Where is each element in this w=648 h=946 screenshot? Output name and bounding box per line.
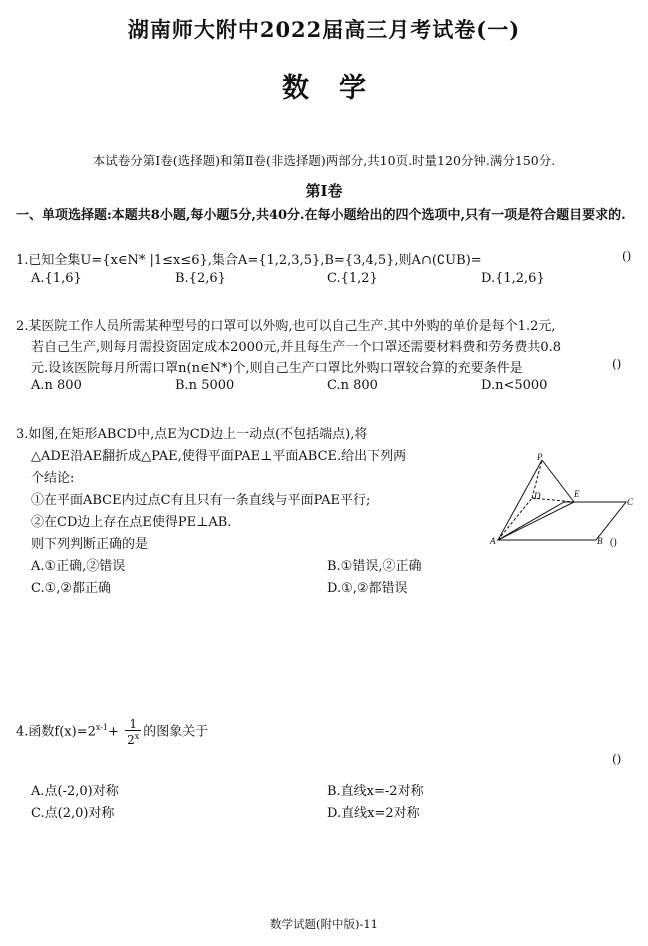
q2-option-b: B.n 5000 xyxy=(175,378,235,393)
q3-option-b: B.①错误,②正确 xyxy=(327,559,422,574)
q4-stem xyxy=(16,718,208,746)
q2-line-2: 若自己生产,则每月需投资固定成本2000元,并且每生产一个口罩还需要材料费和劳务费共0.8 xyxy=(31,340,562,355)
q4-suffix: 的图象关于 xyxy=(143,724,209,740)
q3-label-p: P xyxy=(537,452,543,462)
q3-statement-2: ②在CD边上存在点E使得PE⊥AB. xyxy=(31,515,232,530)
q4-option-c: C.点(2,0)对称 xyxy=(31,806,115,821)
q4-fraction-denominator xyxy=(125,731,141,746)
q4-plus: + xyxy=(108,724,119,740)
q4-fraction-numerator: 1 xyxy=(125,718,141,731)
q4-exponent: x-1 xyxy=(95,723,109,733)
q4-den-base: 2 xyxy=(127,733,135,747)
volume-heading: 第Ⅰ卷 xyxy=(305,182,343,200)
page-footer: 数学试题(附中版)-11 xyxy=(270,917,378,931)
q3-geometry-figure xyxy=(486,452,636,552)
q3-label-a: A xyxy=(490,536,496,546)
q3-option-c: C.①,②都正确 xyxy=(31,581,112,596)
q3-line-6: 则下列判断正确的是 xyxy=(31,537,149,552)
q3-statement-1: ①在平面ABCE内过点C有且只有一条直线与平面PAE平行; xyxy=(31,493,371,508)
subject-title: 数学 xyxy=(282,73,396,104)
exam-title: 湖南师大附中2022届高三月考试卷(一) xyxy=(127,17,521,42)
q2-line-1: 2.某医院工作人员所需某种型号的口罩可以外购,也可以自己生产.其中外购的单价是每个1.2元, xyxy=(16,319,556,334)
q3-label-e: E xyxy=(574,489,580,499)
q3-edge-ae xyxy=(498,502,574,540)
q4-den-exponent: x xyxy=(134,732,140,741)
q3-line-3: 个结论: xyxy=(31,471,75,486)
q4-option-b: B.直线x=-2对称 xyxy=(327,784,424,799)
q1-option-d: D.{1,2,6} xyxy=(481,271,545,286)
q1-option-c: C.{1,2} xyxy=(327,271,378,286)
q1-option-b: B.{2,6} xyxy=(175,271,226,286)
q4-fraction xyxy=(125,718,141,746)
q4-answer-paren: () xyxy=(612,752,622,766)
q3-answer-paren: () xyxy=(610,537,617,548)
q3-option-a: A.①正确,②错误 xyxy=(31,559,126,574)
q2-option-a: A.n 800 xyxy=(31,378,82,393)
q2-answer-paren: () xyxy=(612,357,622,371)
q3-edge-pe xyxy=(542,460,574,502)
section-heading: 一、单项选择题:本题共8小题,每小题5分,共40分.在每小题给出的四个选项中,只有一项是符合题目要求的. xyxy=(16,208,626,223)
q2-option-d: D.n<5000 xyxy=(481,378,548,393)
q3-label-d: D xyxy=(534,491,541,501)
q1-stem: 1.已知全集U={x∈N* |1≤x≤6},集合A={1,2,3,5},B={3,4,5},则A∩(∁UB)= xyxy=(16,253,482,268)
q3-line-2: △ADE沿AE翻折成△PAE,使得平面PAE⊥平面ABCE.给出下列两 xyxy=(31,449,407,464)
q1-option-a: A.{1,6} xyxy=(31,271,82,286)
q3-label-b: B xyxy=(597,536,603,546)
q1-answer-paren: () xyxy=(622,249,632,263)
exam-intro: 本试卷分第Ⅰ卷(选择题)和第Ⅱ卷(非选择题)两部分,共10页.时量120分钟.满分150分. xyxy=(92,153,556,168)
q4-prefix: 4.函数f(x)=2 xyxy=(16,724,96,740)
q4-option-a: A.点(-2,0)对称 xyxy=(31,784,119,799)
q2-line-3: 元.设该医院每月所需口罩n(n∈N*)个,则自己生产口罩比外购口罩较合算的充要条件是 xyxy=(31,361,523,376)
q3-label-c: C xyxy=(627,497,634,507)
q3-edge-ad-dashed xyxy=(498,498,532,540)
q3-option-d: D.①,②都错误 xyxy=(327,581,408,596)
q2-option-c: C.n 800 xyxy=(327,378,378,393)
q3-line-1: 3.如图,在矩形ABCD中,点E为CD边上一动点(不包括端点),将 xyxy=(16,427,368,442)
q4-option-d: D.直线x=2对称 xyxy=(327,806,420,821)
